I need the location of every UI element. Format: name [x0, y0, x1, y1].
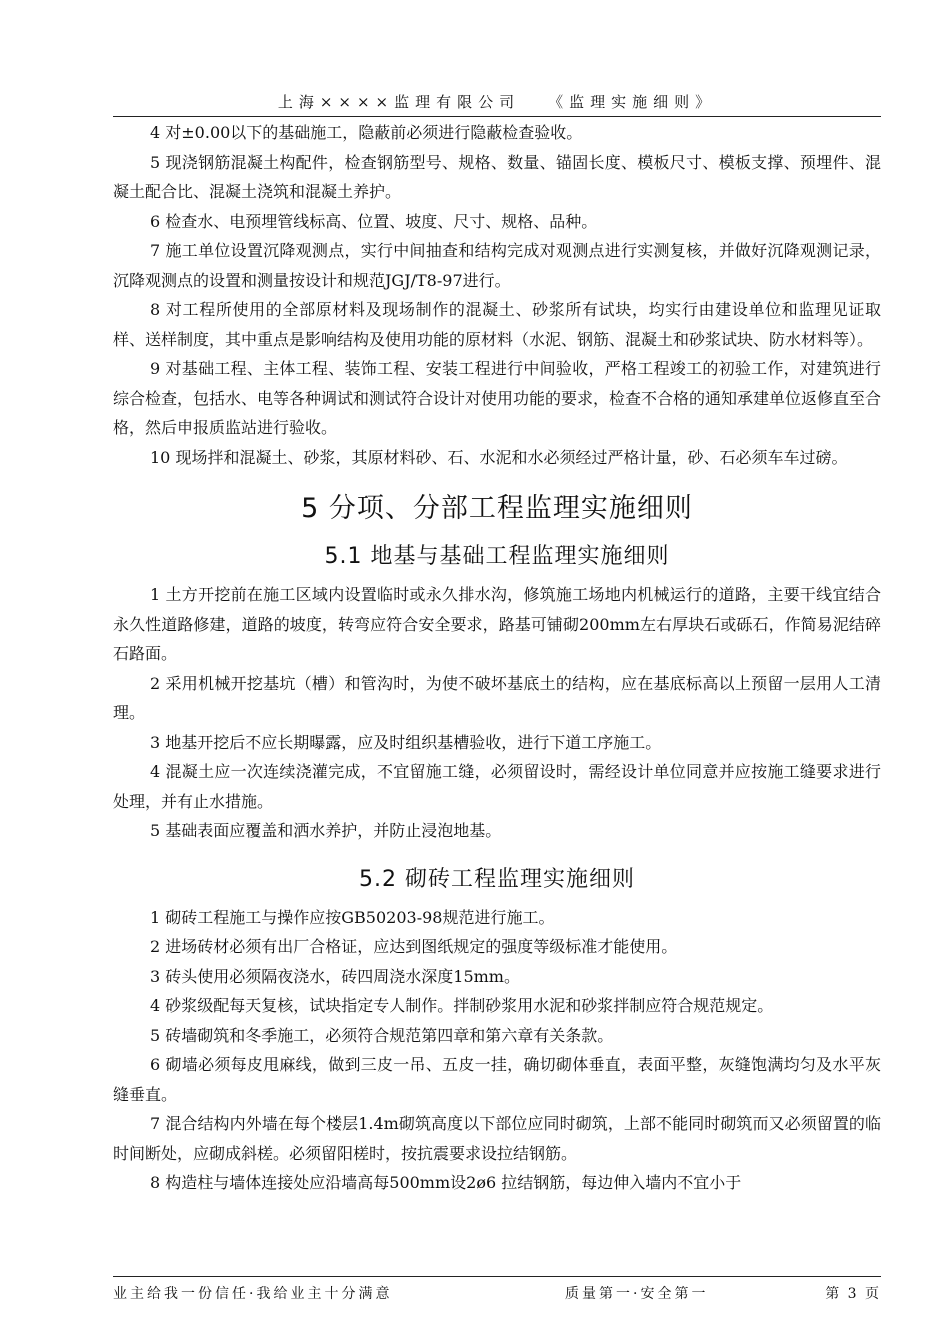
paragraph: 8 构造柱与墙体连接处应沿墙高每500mm设2ø6 拉结钢筋，每边伸入墙内不宜小于: [150, 1173, 742, 1192]
paragraph: 3 地基开挖后不应长期曝露，应及时组织基槽验收，进行下道工序施工。: [150, 732, 662, 752]
footer-slogan: 业主给我一份信任·我给业主十分满意: [113, 1286, 393, 1302]
paragraph: 1 土方开挖前在施工区域内设置临时或永久排水沟，修筑施工场地内机械运行的道路，主要干线宜结合永久性道路修建，道路的坡度，转弯应符合安全要求，路基可铺砌200mm左右厚块石或砾石，作简易泥结碎石路面。: [113, 585, 881, 663]
footer-quality-slogan: 质量第一·安全第一: [565, 1286, 709, 1302]
header-doc-title: 《监理实施细则》: [548, 93, 717, 111]
paragraph: 5 砖墙砌筑和冬季施工，必须符合规范第四章和第六章有关条款。: [150, 1025, 614, 1045]
section-5-1-title: 5.1 地基与基础工程监理实施细则: [324, 544, 670, 569]
page-footer: [113, 1276, 881, 1302]
paragraph: 2 进场砖材必须有出厂合格证，应达到图纸规定的强度等级标准才能使用。: [150, 937, 678, 956]
paragraph: 4 对±0.00以下的基础施工，隐蔽前必须进行隐蔽检查验收。: [150, 123, 583, 142]
paragraph: 5 现浇钢筋混凝土构配件，检查钢筋型号、规格、数量、锚固长度、模板尺寸、模板支撑、预埋件、混凝土配合比、混凝土浇筑和混凝土养护。: [113, 152, 881, 201]
paragraph: 2 采用机械开挖基坑（槽）和管沟时，为使不破坏基底土的结构，应在基底标高以上预留一层用人工清理。: [113, 673, 881, 722]
page-number: 第 3 页: [825, 1286, 881, 1302]
header-company: 上海××××监理有限公司: [277, 93, 521, 111]
page-header: [113, 88, 881, 117]
paragraph: 3 砖头使用必须隔夜浇水，砖四周浇水深度15mm。: [150, 966, 520, 986]
paragraph: 6 检查水、电预埋管线标高、位置、坡度、尺寸、规格、品种。: [150, 211, 598, 231]
paragraph: 8 对工程所使用的全部原材料及现场制作的混凝土、砂浆所有试块，均实行由建设单位和监理见证取样、送样制度，其中重点是影响结构及使用功能的原材料（水泥、钢筋、混凝土和砂浆试块、防水材料等）。: [113, 300, 881, 349]
paragraph: 4 砂浆级配每天复核，试块指定专人制作。拌制砂浆用水泥和砂浆拌制应符合规范规定。: [150, 996, 774, 1015]
page-content: [113, 118, 881, 1198]
paragraph: 4 混凝土应一次连续浇灌完成，不宜留施工缝，必须留设时，需经设计单位同意并应按施工缝要求进行处理，并有止水措施。: [113, 762, 881, 811]
paragraph: 7 施工单位设置沉降观测点，实行中间抽查和结构完成对观测点进行实测复核，并做好沉降观测记录，沉降观测点的设置和测量按设计和规范JGJ/T8-97进行。: [113, 241, 881, 290]
paragraph: 1 砌砖工程施工与操作应按GB50203-98规范进行施工。: [150, 907, 555, 927]
paragraph: 9 对基础工程、主体工程、装饰工程、安装工程进行中间验收，严格工程竣工的初验工作，对建筑进行综合检查，包括水、电等各种调试和测试符合设计对使用功能的要求，检查不合格的通知承建单位返修直至合格，然后申报质监站进行验收。: [113, 359, 882, 437]
paragraph: 6 砌墙必须每皮甩麻线，做到三皮一吊、五皮一挂，确切砌体垂直，表面平整，灰缝饱满均匀及水平灰缝垂直。: [113, 1055, 881, 1104]
paragraph: 5 基础表面应覆盖和洒水养护，并防止浸泡地基。: [150, 821, 502, 840]
chapter-5-title: 5 分项、分部工程监理实施细则: [301, 493, 693, 524]
paragraph: 10 现场拌和混凝土、砂浆，其原材料砂、石、水泥和水必须经过严格计量，砂、石必须车车过磅。: [150, 447, 848, 467]
section-5-2-title: 5.2 砌砖工程监理实施细则: [359, 866, 635, 892]
paragraph: 7 混合结构内外墙在每个楼层1.4m砌筑高度以下部位应同时砌筑，上部不能同时砌筑而又必须留置的临时间断处，应砌成斜槎。必须留阳槎时，按抗震要求设拉结钢筋。: [113, 1114, 881, 1163]
